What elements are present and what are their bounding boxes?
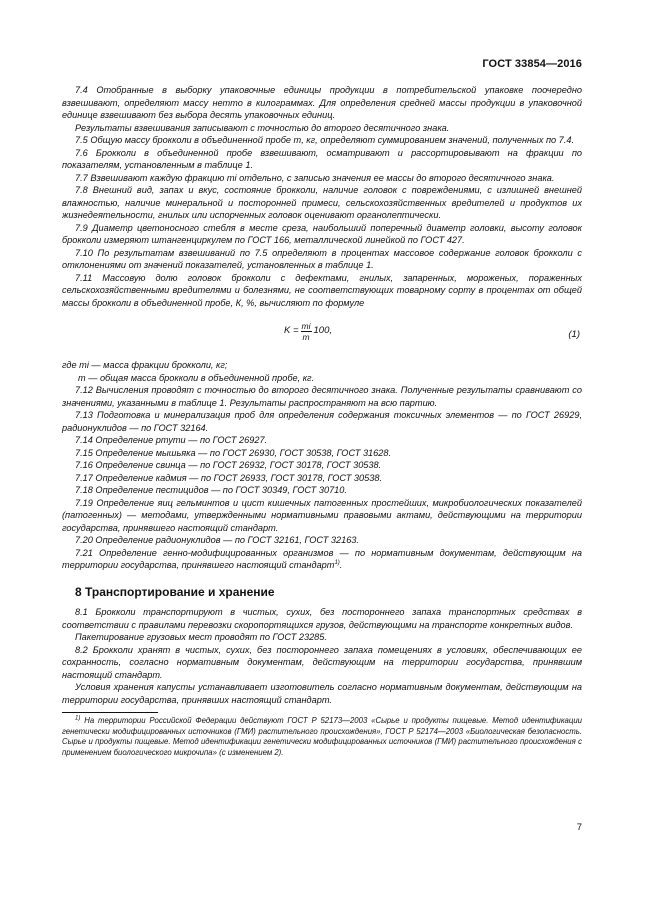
document-body — [62, 84, 582, 758]
formula-block — [62, 315, 582, 359]
formula-lhs: K = — [284, 325, 299, 337]
paragraphs-group-a — [62, 84, 582, 309]
paragraph: 7.14 Определение ртути — по ГОСТ 26927. — [75, 435, 268, 445]
paragraph: 7.10 По результатам взвешиваний по 7.5 определяют в процентах массовое содержание головок брокколи с отклонениями от значений показателей, установленных в таблице 1. — [62, 247, 582, 270]
paragraph: 7.6 Брокколи в объединенной пробе взвешивают, осматривают и рассортировывают на фракции по показателям, установленным в таблице 1. — [62, 147, 582, 170]
paragraph: Пакетирование грузовых мест проводят по ГОСТ 23285. — [75, 632, 327, 642]
paragraphs-group-b — [62, 384, 582, 572]
paragraph: Условия хранения капусты устанавливает изготовитель согласно нормативным документам, действующим на территории государства, принявших настоящий стандарт. — [62, 682, 582, 705]
formula-legend — [62, 359, 582, 384]
paragraph: 7.13 Подготовка и минерализация проб для определения содержания токсичных элементов — по ГОСТ 26929, радионуклидов — по ГОСТ 32164. — [62, 410, 582, 433]
footnote-text: На территории Российской Федерации действуют ГОСТ Р 52173—2003 «Сырье и продукты пищевые. Метод идентификации генетически модифицированных источников (ГМИ) растительного происхождения», ГОСТ Р 52174—2003 «Биологическая безопасность. Сырье и продукты пищевые. Метод идентификации генетически модифицированных источников (ГМИ) растительного происхождения с применением биологического микрочипа» (с изменением 2). — [62, 716, 583, 757]
footnote — [62, 716, 582, 758]
formula-denominator: m — [302, 332, 310, 342]
footnote-marker: 1) — [75, 715, 81, 722]
paragraph: 7.16 Определение свинца — по ГОСТ 26932, ГОСТ 30178, ГОСТ 30538. — [75, 460, 382, 470]
paragraph: 7.9 Диаметр цветоносного стебля в месте среза, наибольший поперечный диаметр головки, высоту головок брокколи измеряют штангенциркулем по ГОСТ 166, металлической линейкой по ГОСТ 427. — [62, 222, 582, 245]
document-code: ГОСТ 33854—2016 — [482, 58, 582, 70]
paragraph: 7.8 Внешний вид, запах и вкус, состояние брокколи, наличие головок с повреждениями, с излишней внешней влажностью, наличие минеральной и посторонней примеси, сельскохозяйственных вредителей и продуктов их жизнедеятельности, гнилых или испорченных головок оценивают органолептически. — [62, 185, 582, 220]
legend-line: m — общая масса брокколи в объединенной пробе, кг. — [78, 372, 315, 383]
paragraph: 8.2 Брокколи хранят в чистых, сухих, без постороннего запаха помещениях в условиях, обеспечивающих ее сохранность, согласно нормативным документам, действующим на территории государства, принявшим настоящий стандарт. — [62, 644, 582, 680]
paragraph: Результаты взвешивания записывают с точностью до второго десятичного знака. — [75, 122, 450, 133]
page-number: 7 — [576, 822, 582, 833]
paragraph: 7.20 Определение радионуклидов — по ГОСТ 32161, ГОСТ 32163. — [75, 535, 359, 545]
footnote-divider — [62, 712, 158, 713]
paragraph: 7.12 Вычисления проводят с точностью до второго десятичного знака. Полученные результаты сравнивают со значениями, указанными в таблице 1. Результаты распространяют на всю партию. — [62, 385, 582, 408]
formula-fraction — [301, 321, 312, 342]
paragraph: 7.17 Определение кадмия — по ГОСТ 26933, ГОСТ 30178, ГОСТ 30538. — [75, 472, 383, 483]
footnote-text-line — [62, 716, 582, 758]
paragraph: 7.11 Массовую долю головок брокколи с дефектами, гнилых, запаренных, мороженых, пораженных сельскохозяйственными вредителями и болезнями, не соответствующих товарному сорту в процентах от общей массы брокколи в объединенной пробе, К, %, вычисляют по формуле — [62, 272, 582, 308]
paragraph: 7.15 Определение мышьяка — по ГОСТ 26930, ГОСТ 30538, ГОСТ 31628. — [75, 447, 392, 458]
paragraph: 7.4 Отобранные в выборку упаковочные единицы продукции в потребительской упаковке поочередно взвешивают, определяют массу нетто в килограммах. Для определения средней массы продукции в упаковочной единице взвешивают без выбора десять упаковочных единиц. — [62, 85, 582, 120]
paragraph: 7.19 Определение яиц гельминтов и цист кишечных патогенных простейших, микробиологических показателей (патогенных) — методами, утвержденными нормативными правовыми актами, действующими на территории государства, принявшего настоящий стандарт. — [62, 497, 582, 533]
equation-number: (1) — [568, 329, 580, 340]
paragraph-721: 7.21 Определение генно-модифицированных организмов — по нормативным документам, действующим на территории государства, принявшего настоящий стандарт$^{1)}$. — [62, 547, 582, 570]
section-heading: 8 Транспортирование и хранение — [75, 584, 275, 599]
paragraph: 7.7 Взвешивают каждую фракцию mi отдельно, с записью значения ее массы до второго десятичного знака. — [75, 172, 555, 183]
formula — [284, 321, 332, 342]
paragraphs-group-c — [62, 606, 582, 706]
formula-rhs: 100, — [313, 325, 333, 337]
paragraph-text: 7.21 Определение генно-модифицированных организмов — по нормативным документам, действующим на территории государства, принявшего настоящий стандарт — [62, 547, 582, 570]
paragraph: 7.18 Определение пестицидов — по ГОСТ 30349, ГОСТ 30710. — [75, 485, 347, 495]
paragraph: 7.5 Общую массу брокколи в объединенной пробе m, кг, определяют суммированием значений, полученных по 7.4. — [75, 135, 575, 145]
legend-line: где mi — масса фракции брокколи, кг; — [62, 360, 228, 370]
paragraph: 8.1 Брокколи транспортируют в чистых, сухих, без постороннего запаха транспортных средствах в соответствии с правилами перевозки скоропортящихся грузов, действующими на транспорте конкретных видов. — [62, 607, 582, 630]
footnote-reference[interactable]: 1) — [334, 559, 340, 566]
formula-numerator: mi — [301, 321, 311, 331]
